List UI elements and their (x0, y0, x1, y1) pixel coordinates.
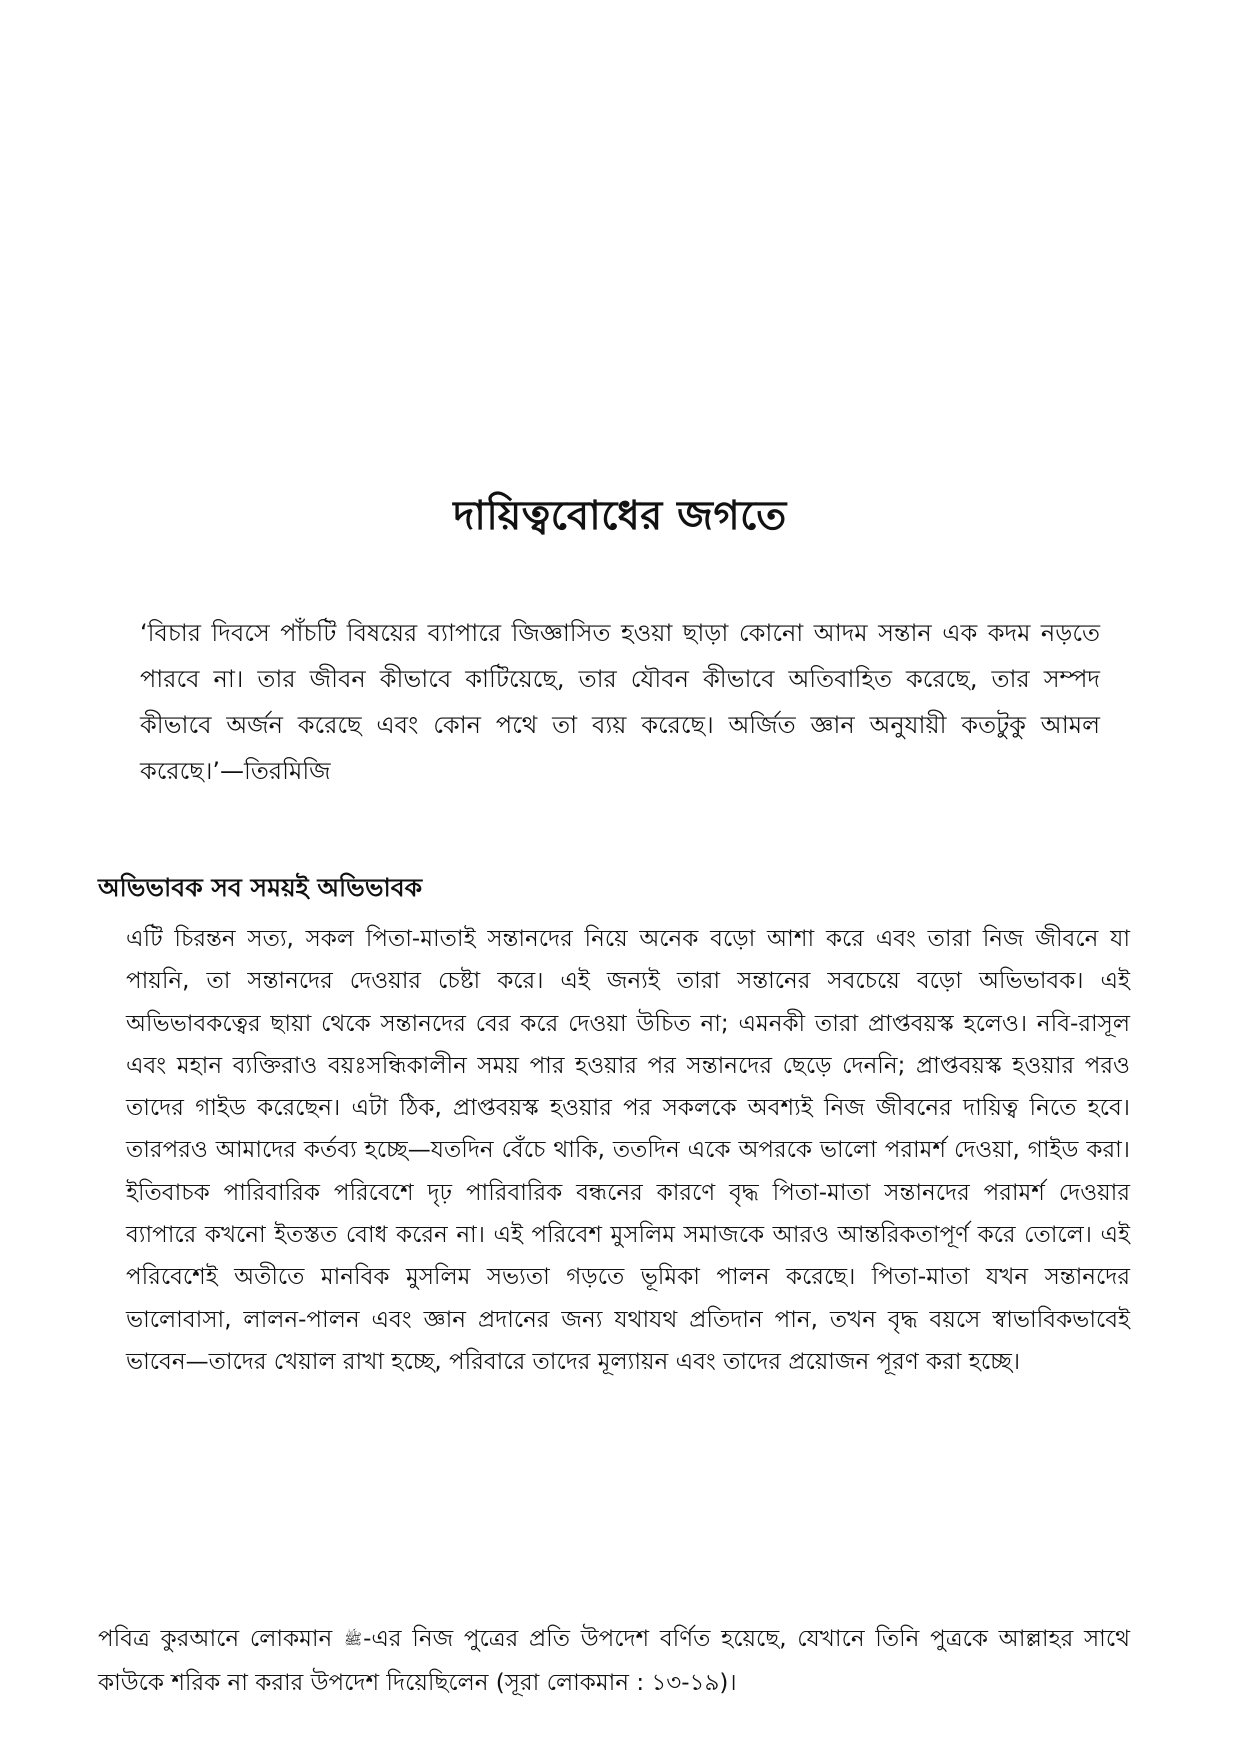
quote-text: ‘বিচার দিবসে পাঁচটি বিষয়ের ব্যাপারে জিজ্ঞাসিত হওয়া ছাড়া কোনো আদম সন্তান এক কদম নড়তে পারবে না। তার জীবন কীভাবে কাটিয়েছে, তার যৌবন কীভাবে অতিবাহিত করেছে, তার সম্পদ কীভাবে অর্জন করেছে এবং কোন পথে তা ব্যয় করেছে। অর্জিত জ্ঞান অনুযায়ী কতটুকু আমল করেছে।’ (140, 619, 1100, 785)
quote-source: —তিরমিজি (220, 757, 331, 785)
section-heading: অভিভাবক সব সময়ই অভিভাবক (98, 873, 423, 902)
hadith-quote (140, 610, 1100, 794)
section-paragraph: এটি চিরন্তন সত্য, সকল পিতা-মাতাই সন্তানদের নিয়ে অনেক বড়ো আশা করে এবং তারা নিজ জীবনে যা পায়নি, তা সন্তানদের দেওয়ার চেষ্টা করে। এই জন্যই তারা সন্তানের সবচেয়ে বড়ো অভিভাবক। এই অভিভাবকত্বের ছায়া থেকে সন্তানদের বের করে দেওয়া উচিত না; এমনকী তারা প্রাপ্তবয়স্ক হলেও। নবি-রাসূল এবং মহান ব্যক্তিরাও বয়ঃসন্ধিকালীন সময় পার হওয়ার পর সন্তানদের ছেড়ে দেননি; প্রাপ্তবয়স্ক হওয়ার পরও তাদের গাইড করেছেন। এটা ঠিক, প্রাপ্তবয়স্ক হওয়ার পর সকলকে অবশ্যই নিজ জীবনের দায়িত্ব নিতে হবে। তারপরও আমাদের কর্তব্য হচ্ছে—যতদিন বেঁচে থাকি, ততদিন একে অপরকে ভালো পরামর্শ দেওয়া, গাইড করা। ইতিবাচক পারিবারিক পরিবেশে দৃঢ় পারিবারিক বন্ধনের কারণে বৃদ্ধ পিতা-মাতা সন্তানদের পরামর্শ দেওয়ার ব্যাপারে কখনো ইতস্তত বোধ করেন না। এই পরিবেশ মুসলিম সমাজকে আরও আন্তরিকতাপূর্ণ করে তোলে। এই পরিবেশেই অতীতে মানবিক মুসলিম সভ্যতা গড়তে ভূমিকা পালন করেছে। পিতা-মাতা যখন সন্তানদের ভালোবাসা, লালন-পালন এবং জ্ঞান প্রদানের জন্য যথাযথ প্রতিদান পান, তখন বৃদ্ধ বয়সে স্বাভাবিকভাবেই ভাবেন—তাদের খেয়াল রাখা হচ্ছে, পরিবারে তাদের মূল্যায়ন এবং তাদের প্রয়োজন পূরণ করা হচ্ছে। (126, 926, 1130, 1375)
honorific-ligature-icon: ﷺ (343, 1630, 363, 1648)
chapter-title: দায়িত্ববোধের জগতে (453, 493, 787, 539)
closing-paragraph (98, 1617, 1130, 1705)
closing-text-before: পবিত্র কুরআনে লোকমান (98, 1626, 333, 1652)
closing-text-after: -এর নিজ পুত্রের প্রতি উপদেশ বর্ণিত হয়েছে, যেখানে তিনি পুত্রকে আল্লাহর সাথে কাউকে শরিক না করার উপদেশ দিয়েছিলেন (সূরা লোকমান : ১৩-১৯)। (98, 1626, 1130, 1696)
